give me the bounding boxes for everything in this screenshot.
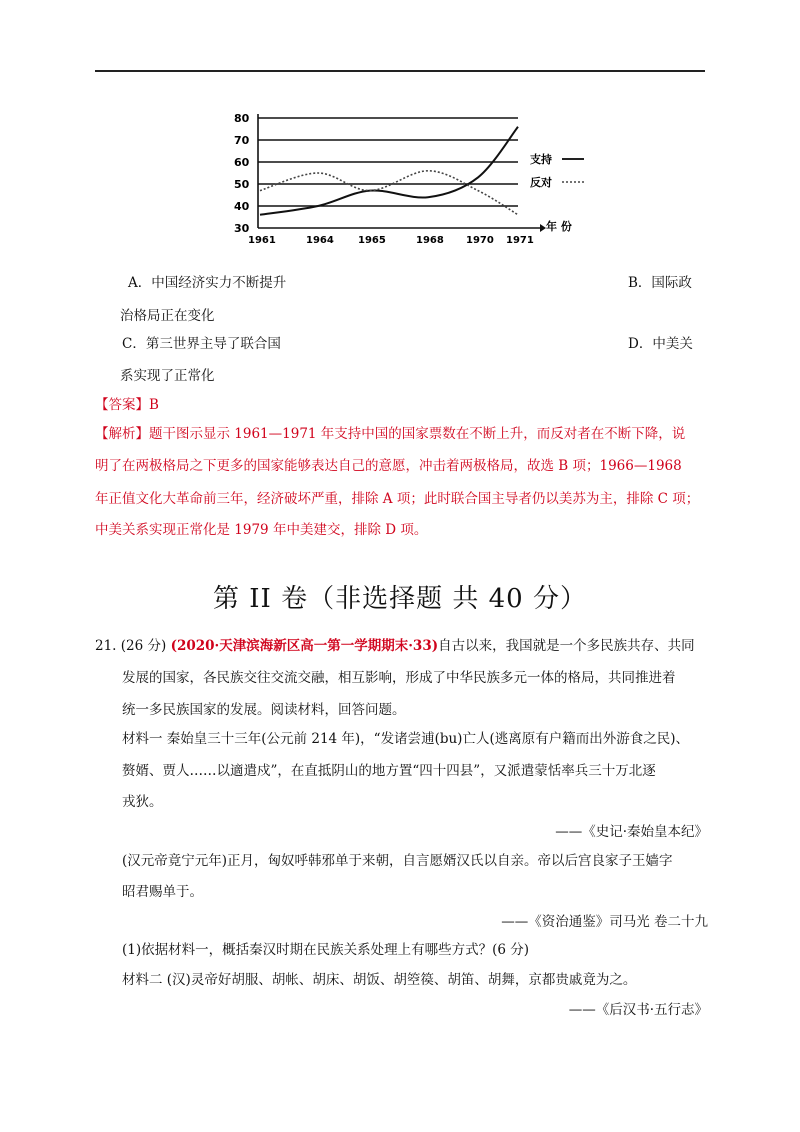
analysis-line-4: 中美关系实现正常化是 1979 年中美建交，排除 D 项。 [95, 522, 428, 538]
material-1b-source: ——《资治通鉴》司马光 卷二十九 [501, 914, 708, 930]
x-tick-label: 1968 [416, 235, 444, 246]
material-2-source: ——《后汉书·五行志》 [568, 1002, 708, 1018]
option-d-tail: 系实现了正常化 [120, 368, 215, 384]
x-tick-label: 1971 [506, 235, 534, 246]
material-2-line-1: 材料二 (汉)灵帝好胡服、胡帐、胡床、胡饭、胡箜篌、胡笛、胡舞，京都贵戚竟为之。 [122, 972, 637, 988]
legend-oppose-label: 反对 [530, 176, 552, 189]
answer-line [95, 395, 159, 415]
sub-question-1: (1)依据材料一，概括秦汉时期在民族关系处理上有哪些方式？(6 分) [122, 942, 530, 958]
x-tick-label: 1961 [248, 235, 276, 246]
q21-intro-1: 自古以来，我国就是一个多民族共存、共同 [438, 638, 695, 654]
material-1b-line-1: (汉元帝竟宁元年)正月，匈奴呼韩邪单于来朝，自言愿婿汉氏以自亲。帝以后宫良家子王嫱字 [122, 853, 673, 869]
x-tick-label: 1970 [466, 235, 494, 246]
y-tick-label: 30 [234, 222, 250, 235]
q21-number: 21. (26 分) [95, 638, 167, 654]
material-1-line-2: 赘婿、贾人……以適遣戍”，在直抵阴山的地方置“四十四县”，又派遣蒙恬率兵三十万北逐 [122, 763, 656, 779]
option-b-head: B．国际政 [628, 275, 692, 291]
q21-intro-3: 统一多民族国家的发展。阅读材料，回答问题。 [122, 702, 406, 718]
q21-intro-2: 发展的国家，各民族交往交流交融，相互影响，形成了中华民族多元一体的格局，共同推进着 [122, 670, 676, 686]
section-title: 第 II 卷（非选择题 共 40 分） [213, 584, 587, 614]
y-tick-label: 40 [234, 200, 250, 213]
x-axis-label: 年 份 [546, 220, 572, 233]
material-1-source: ——《史记·秦始皇本纪》 [555, 824, 708, 840]
analysis-label: 【解析】 [95, 426, 149, 442]
material-1-line-1: 材料一 秦始皇三十三年(公元前 214 年)，“发诸尝逋(bu)亡人(逃离原有户籍而出外游食之民)、 [122, 731, 689, 747]
analysis-line-3: 年正值文化大革命前三年，经济破坏严重，排除 A 项；此时联合国主导者仍以美苏为主，排除 C 项； [95, 491, 700, 507]
q21-line-1 [95, 636, 695, 656]
x-tick-label: 1965 [358, 235, 386, 246]
y-tick-label: 70 [234, 134, 250, 147]
vote-chart [228, 92, 608, 252]
analysis-line-1 [95, 424, 685, 444]
q21-source: (2020·天津滨海新区高一第一学期期末·33) [170, 638, 439, 654]
answer-value: B [149, 397, 159, 413]
top-rule [95, 70, 705, 72]
chart-svg [228, 92, 608, 252]
material-1b-line-2: 昭君赐单于。 [122, 884, 203, 900]
answer-label: 【答案】 [95, 397, 149, 413]
y-tick-label: 80 [234, 112, 250, 125]
material-1-line-3: 戎狄。 [122, 794, 163, 810]
y-tick-label: 50 [234, 178, 250, 191]
option-a: A．中国经济实力不断提升 [128, 275, 287, 291]
y-tick-label: 60 [234, 156, 250, 169]
analysis-text-1: 题干图示显示 1961—1971 年支持中国的国家票数在不断上升，而反对者在不断下降，说 [149, 426, 686, 442]
option-d-head: D．中美关 [628, 336, 693, 352]
analysis-line-2: 明了在两极格局之下更多的国家能够表达自己的意愿，冲击着两极格局，故选 B 项；1966—1968 [95, 458, 682, 474]
legend-support-label: 支持 [530, 153, 552, 166]
x-tick-label: 1964 [306, 235, 334, 246]
option-b-tail: 治格局正在变化 [120, 308, 215, 324]
option-c: C．第三世界主导了联合国 [122, 336, 281, 352]
